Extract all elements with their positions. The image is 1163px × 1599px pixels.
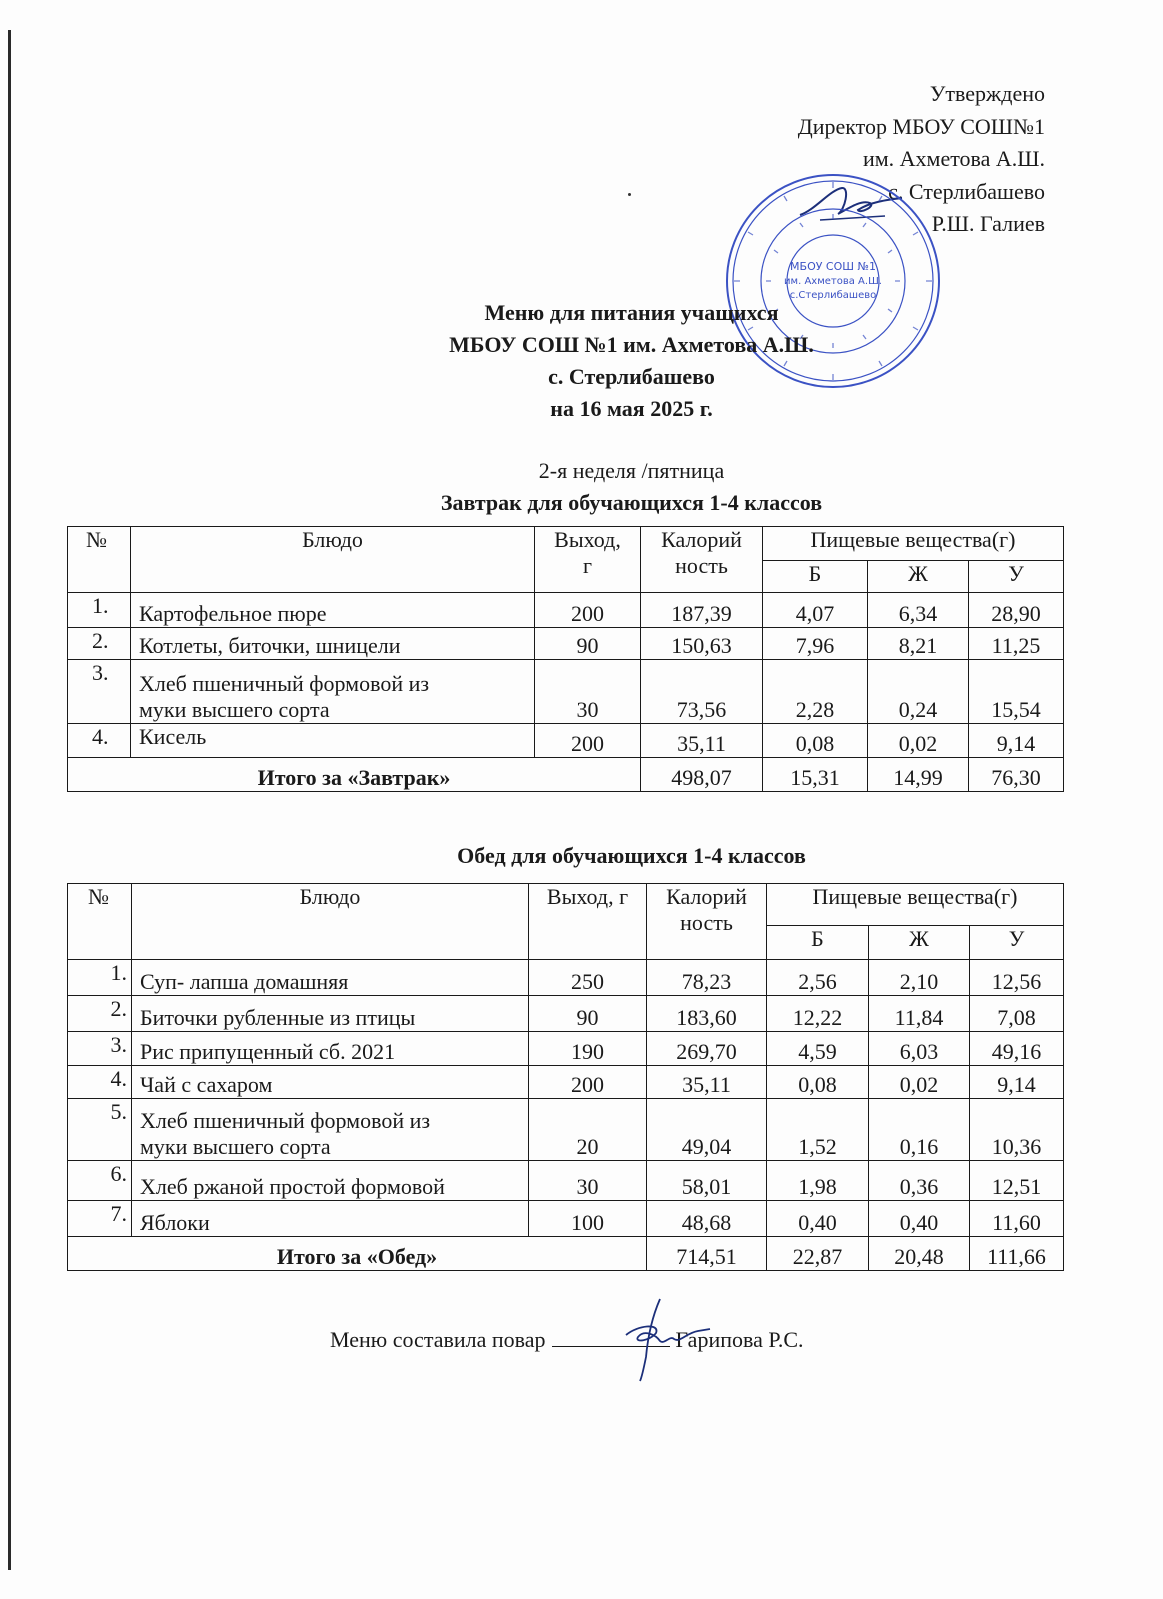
total-label: Итого за «Завтрак» bbox=[68, 758, 641, 792]
col-header-calories bbox=[647, 884, 767, 960]
row-num: 3. bbox=[68, 660, 131, 724]
row-carbs: 28,90 bbox=[969, 593, 1064, 628]
footer-line bbox=[330, 1327, 804, 1353]
stamp-line2: им. Ахметова А.Ш. bbox=[784, 276, 882, 287]
row-calories: 48,68 bbox=[647, 1201, 767, 1237]
row-carbs: 11,25 bbox=[969, 628, 1064, 660]
row-dish: Биточки рубленные из птицы bbox=[132, 996, 529, 1032]
row-fat: 0,36 bbox=[869, 1161, 970, 1201]
table-row bbox=[68, 996, 1064, 1032]
row-fat: 2,10 bbox=[869, 960, 970, 996]
row-dish: Чай с сахаром bbox=[132, 1066, 529, 1099]
row-num: 6. bbox=[68, 1161, 132, 1201]
row-dish: Хлеб ржаной простой формовой bbox=[132, 1161, 529, 1201]
row-output: 200 bbox=[535, 724, 641, 758]
row-dish bbox=[131, 660, 535, 724]
row-calories: 78,23 bbox=[647, 960, 767, 996]
row-calories: 58,01 bbox=[647, 1161, 767, 1201]
total-carbs: 76,30 bbox=[969, 758, 1064, 792]
col-header-fat: Ж bbox=[868, 561, 969, 593]
row-protein: 2,56 bbox=[767, 960, 869, 996]
row-num: 1. bbox=[68, 960, 132, 996]
table-row bbox=[68, 660, 1064, 724]
title-school: МБОУ СОШ №1 им. Ахметова А.Ш. bbox=[449, 332, 814, 357]
stamp-line1: МБОУ СОШ №1 bbox=[790, 260, 876, 273]
col-header-nutrients: Пищевые вещества(г) bbox=[767, 884, 1064, 926]
row-num: 3. bbox=[68, 1032, 132, 1066]
row-fat: 0,40 bbox=[869, 1201, 970, 1237]
table-row bbox=[68, 628, 1064, 660]
row-carbs: 11,60 bbox=[970, 1201, 1064, 1237]
table-row bbox=[68, 724, 1064, 758]
total-label: Итого за «Обед» bbox=[68, 1237, 647, 1271]
row-dish bbox=[132, 1099, 529, 1161]
row-num: 7. bbox=[68, 1201, 132, 1237]
row-output: 30 bbox=[529, 1161, 647, 1201]
row-dish: Рис припущенный сб. 2021 bbox=[132, 1032, 529, 1066]
table-row bbox=[68, 1032, 1064, 1066]
total-fat: 14,99 bbox=[868, 758, 969, 792]
row-protein: 4,07 bbox=[763, 593, 868, 628]
total-row bbox=[68, 758, 1064, 792]
row-output: 90 bbox=[535, 628, 641, 660]
row-num: 2. bbox=[68, 996, 132, 1032]
col-header-cal-a: Калорий bbox=[661, 527, 742, 552]
col-header-carbs: У bbox=[970, 926, 1064, 960]
row-calories: 183,60 bbox=[647, 996, 767, 1032]
approval-director: Директор МБОУ СОШ№1 bbox=[797, 113, 1045, 139]
row-dish-line-a: Хлеб пшеничный формовой из bbox=[140, 1108, 431, 1133]
col-header-cal-b: ность bbox=[675, 553, 728, 578]
col-header-nutrients: Пищевые вещества(г) bbox=[763, 527, 1064, 561]
row-protein: 4,59 bbox=[767, 1032, 869, 1066]
row-protein: 7,96 bbox=[763, 628, 868, 660]
total-calories: 714,51 bbox=[647, 1237, 767, 1271]
row-dish-line-a: Хлеб пшеничный формовой из bbox=[139, 671, 430, 696]
row-calories: 49,04 bbox=[647, 1099, 767, 1161]
table-row bbox=[68, 960, 1064, 996]
col-header-dish: Блюдо bbox=[131, 527, 535, 593]
col-header-output-b: г bbox=[582, 553, 593, 578]
table-row bbox=[68, 1066, 1064, 1099]
week-day: 2-я неделя /пятница bbox=[538, 458, 725, 483]
approval-name: Р.Ш. Галиев bbox=[931, 211, 1045, 236]
row-output: 30 bbox=[535, 660, 641, 724]
row-dish: Кисель bbox=[131, 724, 535, 758]
row-dish: Котлеты, биточки, шницели bbox=[131, 628, 535, 660]
total-fat: 20,48 bbox=[869, 1237, 970, 1271]
row-fat: 0,02 bbox=[868, 724, 969, 758]
row-dish: Суп- лапша домашняя bbox=[132, 960, 529, 996]
row-num: 5. bbox=[68, 1099, 132, 1161]
col-header-num: № bbox=[68, 884, 132, 960]
breakfast-table bbox=[67, 526, 1064, 792]
col-header-cal-a: Калорий bbox=[666, 884, 747, 909]
row-num: 2. bbox=[68, 628, 131, 660]
row-protein: 1,98 bbox=[767, 1161, 869, 1201]
col-header-carbs: У bbox=[969, 561, 1064, 593]
row-calories: 187,39 bbox=[641, 593, 763, 628]
table-row bbox=[68, 593, 1064, 628]
row-output: 190 bbox=[529, 1032, 647, 1066]
col-header-fat: Ж bbox=[869, 926, 970, 960]
row-calories: 35,11 bbox=[647, 1066, 767, 1099]
row-carbs: 10,36 bbox=[970, 1099, 1064, 1161]
total-calories: 498,07 bbox=[641, 758, 763, 792]
col-header-output: Выход, г bbox=[529, 884, 647, 960]
total-row bbox=[68, 1237, 1064, 1271]
row-dish-line-b: муки высшего сорта bbox=[139, 697, 330, 722]
row-carbs: 7,08 bbox=[970, 996, 1064, 1032]
row-dish: Картофельное пюре bbox=[131, 593, 535, 628]
scan-edge bbox=[8, 30, 11, 1570]
row-carbs: 15,54 bbox=[969, 660, 1064, 724]
row-carbs: 9,14 bbox=[970, 1066, 1064, 1099]
row-protein: 0,08 bbox=[767, 1066, 869, 1099]
row-carbs: 9,14 bbox=[969, 724, 1064, 758]
col-header-cal-b: ность bbox=[680, 910, 733, 935]
footer-prefix: Меню составила повар bbox=[330, 1327, 546, 1352]
row-num: 4. bbox=[68, 724, 131, 758]
col-header-calories bbox=[641, 527, 763, 593]
row-num: 1. bbox=[68, 593, 131, 628]
approval-village: с. Стерлибашево bbox=[888, 178, 1045, 204]
col-header-output bbox=[535, 527, 641, 593]
row-carbs: 12,51 bbox=[970, 1161, 1064, 1201]
cook-signature bbox=[598, 1295, 718, 1385]
breakfast-title: Завтрак для обучающихся 1-4 классов bbox=[440, 490, 823, 515]
table-row bbox=[68, 1201, 1064, 1237]
row-dish-line-b: муки высшего сорта bbox=[140, 1134, 331, 1159]
row-carbs: 12,56 bbox=[970, 960, 1064, 996]
row-protein: 1,52 bbox=[767, 1099, 869, 1161]
row-output: 200 bbox=[529, 1066, 647, 1099]
row-fat: 8,21 bbox=[868, 628, 969, 660]
row-output: 250 bbox=[529, 960, 647, 996]
row-protein: 2,28 bbox=[763, 660, 868, 724]
col-header-output-a: Выход, bbox=[554, 527, 621, 552]
row-fat: 6,34 bbox=[868, 593, 969, 628]
stamp-line3: с.Стерлибашево bbox=[789, 290, 877, 301]
col-header-num: № bbox=[68, 527, 131, 593]
approval-school: им. Ахметова А.Ш. bbox=[862, 146, 1045, 171]
total-protein: 22,87 bbox=[767, 1237, 869, 1271]
row-calories: 269,70 bbox=[647, 1032, 767, 1066]
row-protein: 12,22 bbox=[767, 996, 869, 1032]
col-header-protein: Б bbox=[767, 926, 869, 960]
row-output: 200 bbox=[535, 593, 641, 628]
row-num: 4. bbox=[68, 1066, 132, 1099]
footer-cook: Гарипова Р.С. bbox=[675, 1327, 804, 1352]
lunch-table bbox=[67, 883, 1064, 1271]
row-protein: 0,08 bbox=[763, 724, 868, 758]
title-date: на 16 мая 2025 г. bbox=[550, 396, 713, 421]
table-row bbox=[68, 1161, 1064, 1201]
row-dish: Яблоки bbox=[132, 1201, 529, 1237]
row-fat: 11,84 bbox=[869, 996, 970, 1032]
approval-line: Утверждено bbox=[929, 81, 1045, 106]
row-fat: 0,16 bbox=[869, 1099, 970, 1161]
col-header-dish: Блюдо bbox=[132, 884, 529, 960]
col-header-protein: Б bbox=[763, 561, 868, 593]
row-calories: 73,56 bbox=[641, 660, 763, 724]
row-fat: 0,24 bbox=[868, 660, 969, 724]
row-calories: 150,63 bbox=[641, 628, 763, 660]
total-protein: 15,31 bbox=[763, 758, 868, 792]
row-fat: 6,03 bbox=[869, 1032, 970, 1066]
title-village: с. Стерлибашево bbox=[548, 364, 715, 389]
title-line: Меню для питания учащихся bbox=[484, 300, 779, 325]
table-row bbox=[68, 1099, 1064, 1161]
total-carbs: 111,66 bbox=[970, 1237, 1064, 1271]
lunch-title: Обед для обучающихся 1-4 классов bbox=[457, 843, 806, 868]
row-fat: 0,02 bbox=[869, 1066, 970, 1099]
row-output: 20 bbox=[529, 1099, 647, 1161]
row-carbs: 49,16 bbox=[970, 1032, 1064, 1066]
row-calories: 35,11 bbox=[641, 724, 763, 758]
row-output: 100 bbox=[529, 1201, 647, 1237]
document-title bbox=[0, 297, 1163, 425]
row-output: 90 bbox=[529, 996, 647, 1032]
row-protein: 0,40 bbox=[767, 1201, 869, 1237]
scan-dot bbox=[628, 193, 631, 196]
